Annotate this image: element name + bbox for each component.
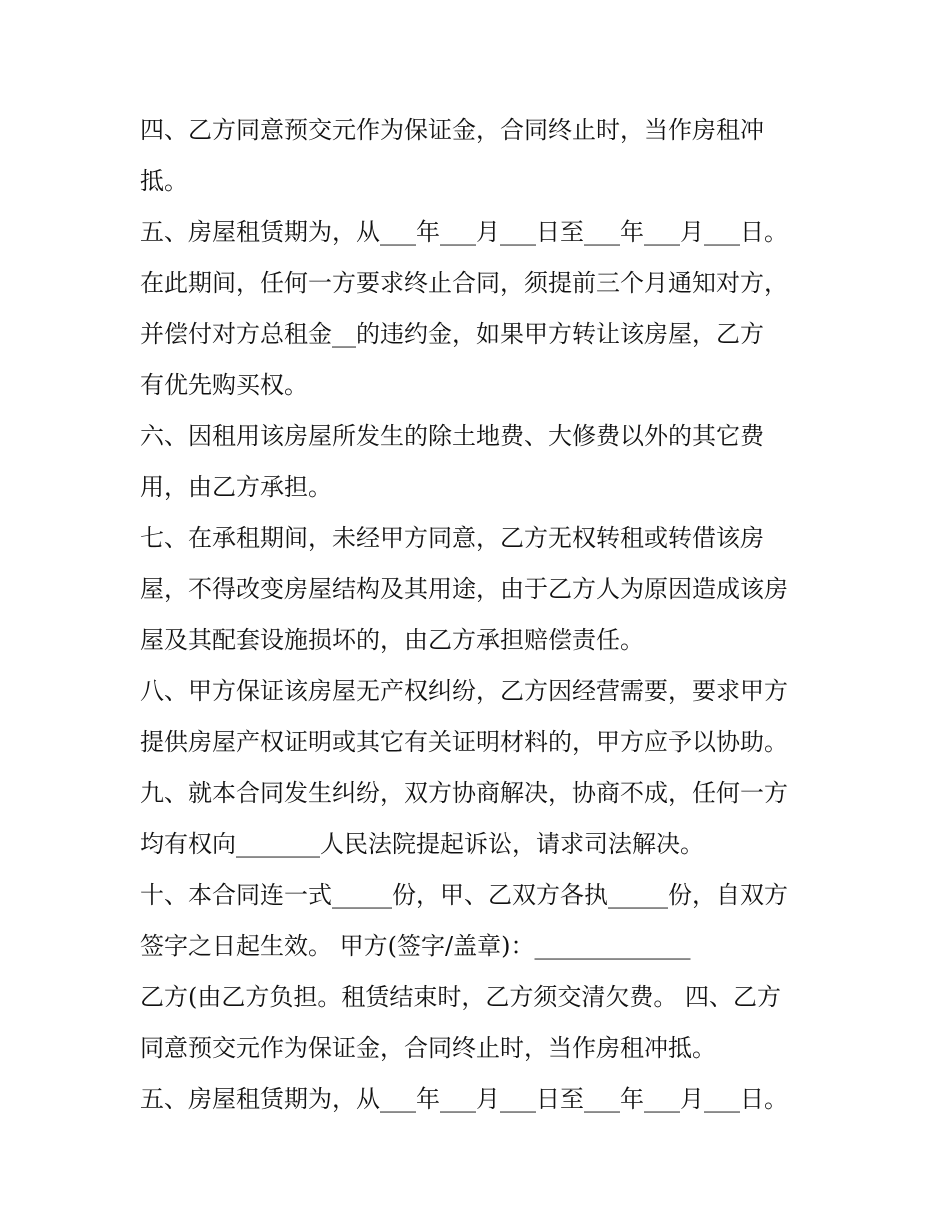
text-line: 六、因租用该房屋所发生的除土地费、大修费以外的其它费 bbox=[140, 422, 764, 450]
text-line: 七、在承租期间，未经甲方同意，乙方无权转租或转借该房 bbox=[140, 524, 764, 552]
text-line: 用，由乙方承担。 bbox=[140, 473, 332, 501]
text-line: 在此期间，任何一方要求终止合同，须提前三个月通知对方， bbox=[140, 269, 788, 297]
text-line: 屋，不得改变房屋结构及其用途，由于乙方人为原因造成该房 bbox=[140, 575, 788, 603]
text-line: 八、甲方保证该房屋无产权纠纷，乙方因经营需要，要求甲方 bbox=[140, 677, 788, 705]
text-line: 并偿付对方总租金__的违约金，如果甲方转让该房屋，乙方 bbox=[140, 320, 764, 348]
text-line: 屋及其配套设施损坏的，由乙方承担赔偿责任。 bbox=[140, 626, 644, 654]
text-line: 四、乙方同意预交元作为保证金，合同终止时，当作房租冲 bbox=[140, 116, 764, 144]
text-line: 签字之日起生效。 甲方(签字/盖章)：_____________ bbox=[140, 932, 691, 960]
text-line: 五、房屋租赁期为，从___年___月___日至___年___月___日。 bbox=[140, 218, 788, 246]
text-line: 同意预交元作为保证金，合同终止时，当作房租冲抵。 bbox=[140, 1034, 716, 1062]
text-line: 九、就本合同发生纠纷，双方协商解决，协商不成，任何一方 bbox=[140, 779, 788, 807]
text-line: 提供房屋产权证明或其它有关证明材料的，甲方应予以协助。 bbox=[140, 728, 788, 756]
text-line: 五、房屋租赁期为，从___年___月___日至___年___月___日。 bbox=[140, 1085, 788, 1113]
text-line: 有优先购买权。 bbox=[140, 371, 308, 399]
text-line: 均有权向_______人民法院提起诉讼，请求司法解决。 bbox=[140, 830, 704, 858]
text-line: 乙方(由乙方负担。租赁结束时，乙方须交清欠费。 四、乙方 bbox=[140, 983, 781, 1011]
text-line: 抵。 bbox=[140, 167, 188, 195]
contract-body-text bbox=[140, 105, 820, 1125]
text-line: 十、本合同连一式_____份，甲、乙双方各执_____份，自双方 bbox=[140, 881, 788, 909]
